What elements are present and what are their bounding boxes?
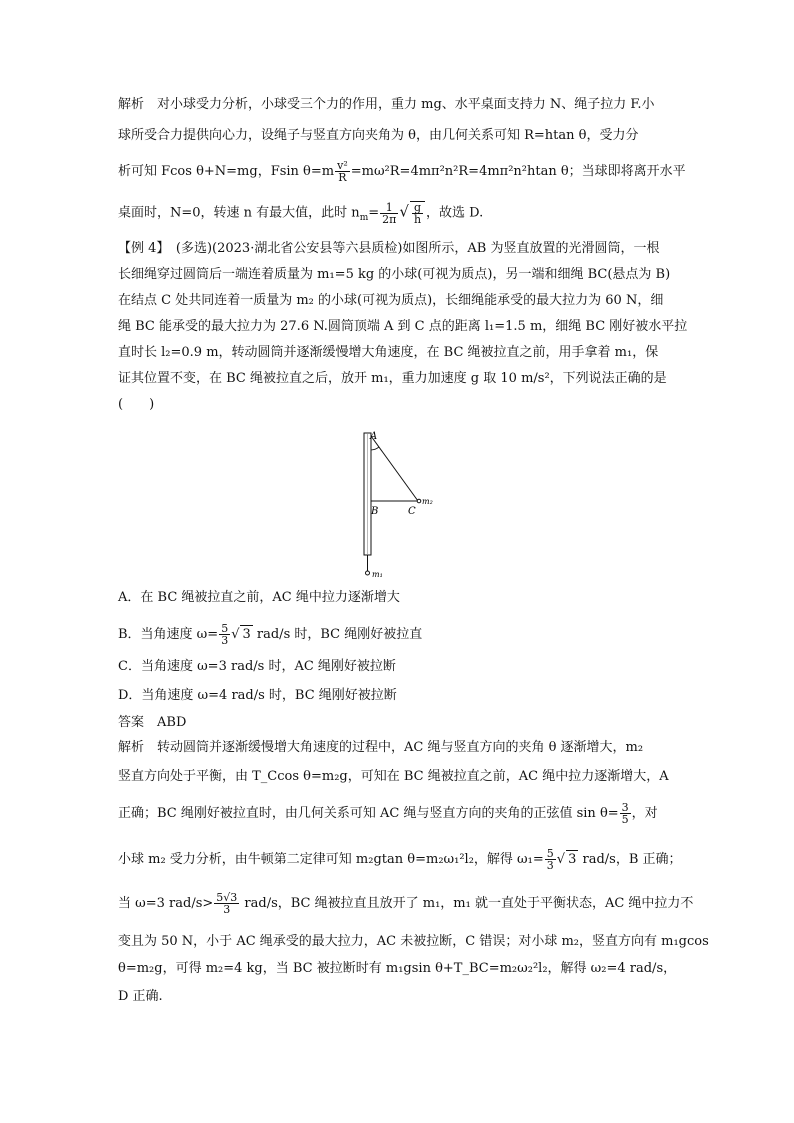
radicand: 3 [568, 852, 577, 867]
numerator: v² [337, 159, 348, 172]
physics-figure [335, 430, 445, 580]
example-line-7: ( ) [118, 397, 155, 412]
option-b [118, 623, 422, 646]
text: 正确；BC 绳刚好被拉直时，由几何关系可知 AC 绳与竖直方向的夹角的正弦值 sin θ= [118, 806, 619, 821]
example-line-3: 在结点 C 处共同连着一质量为 m₂ 的小球(可视为质点)，长细绳能承受的最大拉力为 60 N，细 [118, 293, 664, 308]
sqrt-sign: √ [556, 852, 566, 867]
denominator: 3 [223, 903, 231, 916]
numerator: 3 [621, 801, 629, 814]
sqrt-fraction [410, 201, 425, 225]
text: 当 ω=3 rad/s> [118, 896, 214, 911]
numerator: 5√3 [216, 891, 238, 904]
text: rad/s，BC 绳被拉直且放开了 m₁，m₁ 就一直处于平衡状态，AC 绳中拉力不 [240, 896, 694, 911]
numerator: 5 [546, 847, 554, 860]
solution-1-line-3 [118, 159, 686, 184]
ball-m2 [417, 499, 421, 503]
solution-2-line-2: 竖直方向处于平衡，由 T_Ccos θ=m₂g，可知在 BC 绳被拉直之前，AC 绳中拉力逐渐增大，A [118, 769, 669, 784]
label-A: A [370, 431, 378, 442]
ball-m1 [366, 571, 370, 575]
solution-2-line-7: θ=m₂g，可得 m₂=4 kg，当 BC 被拉断时有 m₁gsin θ+T_BC=m₂ω₂²l₂，解得 ω₂=4 rad/s， [118, 961, 677, 976]
label-m2: m₂ [422, 497, 433, 506]
example-line-2: 长细绳穿过圆筒后一端连着质量为 m₁=5 kg 的小球(可视为质点)，另一端和细绳 BC(悬点为 B) [118, 267, 671, 282]
solution-2-line-1: 解析 转动圆筒并逐渐缓慢增大角速度的过程中，AC 绳与竖直方向的夹角 θ 逐渐增大，m₂ [118, 740, 644, 755]
text: ，故选 D. [426, 205, 484, 221]
option-a: A．在 BC 绳被拉直之前，AC 绳中拉力逐渐增大 [118, 590, 400, 605]
text: 小球 m₂ 受力分析，由牛顿第二定律可知 m₂gtan θ=m₂ω₁²l₂，解得 ω₁= [118, 852, 544, 867]
denominator: h [413, 213, 422, 226]
text: 析可知 Fcos θ+N=mg，Fsin θ=m [118, 164, 335, 179]
fraction [214, 892, 239, 915]
fraction [335, 160, 350, 183]
solution-1-line-1: 解析 对小球受力分析，小球受三个力的作用，重力 mg、水平桌面支持力 N、绳子拉力 F.小 [118, 97, 655, 112]
numerator: 1 [380, 202, 398, 214]
solution-1-line-4 [118, 201, 678, 227]
denominator: 3 [221, 634, 229, 647]
label-m1: m₁ [372, 570, 383, 579]
fraction [380, 202, 398, 225]
option-d: D．当角速度 ω=4 rad/s 时，BC 绳刚好被拉断 [118, 688, 397, 703]
string-AC [371, 436, 418, 501]
text: rad/s 时，BC 绳刚好被拉直 [252, 627, 423, 642]
text: rad/s，B 正确； [578, 852, 682, 867]
text: =mω²R=4mπ²n²R=4mπ²n²htan θ；当球即将离开水平 [350, 164, 686, 179]
fraction [620, 802, 631, 825]
denominator: R [338, 171, 347, 184]
sqrt-sign: √ [231, 627, 240, 642]
example-line-1: 【例 4】 (多选)(2023·湖北省公安县等六县质检)如图所示，AB 为竖直放置的光滑圆筒，一根 [118, 241, 660, 256]
denominator: 2π [382, 212, 397, 226]
label-B: B [371, 506, 379, 517]
angle-arc [371, 447, 379, 450]
sqrt-sign: √ [399, 202, 409, 221]
denominator: 3 [546, 859, 554, 872]
solution-2-line-4 [118, 847, 682, 872]
denominator: 5 [621, 813, 629, 826]
solution-1-line-2: 球所受合力提供向心力，设绳子与竖直方向夹角为 θ，由几何关系可知 R=htan θ，受力分 [118, 128, 639, 143]
text: 桌面时，N=0，转速 n 有最大值，此时 n [118, 205, 360, 221]
text: B．当角速度 ω= [118, 627, 219, 642]
fraction [219, 623, 230, 646]
example-line-4: 绳 BC 能承受的最大拉力为 27.6 N.圆筒顶端 A 到 C 点的距离 l₁=1.5 m，细绳 BC 刚好被水平拉 [118, 319, 688, 334]
radicand: 3 [242, 627, 251, 642]
example-line-5: 直时长 l₂=0.9 m，转动圆筒并逐渐缓慢增大角速度，在 BC 绳被拉直之前，用手拿着 m₁，保 [118, 345, 659, 360]
text: = [368, 205, 380, 221]
label-C: C [408, 506, 416, 517]
answer: 答案 ABD [118, 715, 187, 730]
solution-2-line-3 [118, 802, 678, 825]
solution-2-line-6: 变且为 50 N，小于 AC 绳承受的最大拉力，AC 未被拉断，C 错误；对小球 m₂，竖直方向有 m₁gcos [118, 934, 709, 949]
solution-2-line-5 [118, 891, 694, 916]
subscript: m [359, 213, 369, 224]
numerator: 5 [221, 622, 229, 635]
solution-2-line-8: D 正确. [118, 989, 163, 1004]
example-line-6: 证其位置不变，在 BC 绳被拉直之后，放开 m₁，重力加速度 g 取 10 m/s²，下列说法正确的是 [118, 371, 667, 386]
option-c: C．当角速度 ω=3 rad/s 时，AC 绳刚好被拉断 [118, 659, 396, 674]
text: ，对 [631, 806, 658, 821]
numerator: g [412, 202, 423, 214]
fraction [545, 848, 556, 871]
